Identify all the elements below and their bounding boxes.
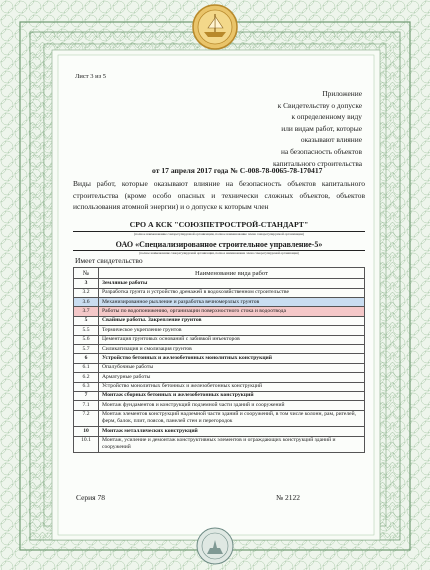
appendix-block	[222, 88, 362, 169]
row-name: Монтаж металлических конструкций	[99, 427, 365, 436]
row-num: 5.7	[74, 344, 99, 353]
table-row	[74, 363, 365, 372]
row-num: 7.2	[74, 410, 99, 427]
table-row	[74, 316, 365, 325]
sheet-label: Лист 3 из 5	[75, 73, 107, 80]
row-name: Цементация грунтовых оснований с забивкой инъекторов	[99, 335, 365, 344]
appendix-line: капитального строительства	[272, 158, 362, 168]
row-name: Работы по водопонижению, организации поверхностного стока и водоотвода	[99, 307, 365, 316]
ship-emblem-icon	[192, 4, 238, 50]
appendix-line: на безопасность объектов	[281, 146, 362, 156]
series-label: Серия 78	[76, 493, 106, 502]
row-num: 3.7	[74, 307, 99, 316]
table-row	[74, 307, 365, 316]
table-row	[74, 401, 365, 410]
table-row	[74, 436, 365, 453]
appendix-line: к Свидетельству о допуске	[277, 100, 362, 110]
row-name: Термическое укрепление грунтов	[99, 326, 365, 335]
table-row	[74, 382, 365, 391]
header-num: №	[74, 268, 99, 279]
row-num: 3.6	[74, 297, 99, 306]
table-row	[74, 410, 365, 427]
row-name: Монтаж, усиление и демонтаж конструктивных элементов и ограждающих конструкций зданий и сооружений	[99, 436, 365, 453]
row-name: Опалубочные работы	[99, 363, 365, 372]
organization-name: ОАО «Специализированное строительное управление-5»	[115, 240, 323, 249]
row-num: 3.2	[74, 288, 99, 297]
table-row	[74, 288, 365, 297]
has-certificate-label: Имеет свидетельство	[75, 256, 143, 265]
certificate-date-number: от 17 апреля 2017 года № С-008-78-0065-78-170417	[152, 166, 323, 175]
header-name: Наименование вида работ	[99, 268, 365, 279]
monument-seal-icon	[195, 526, 235, 566]
row-num: 6.2	[74, 373, 99, 382]
table-row	[74, 326, 365, 335]
row-num: 5.6	[74, 335, 99, 344]
table-row	[74, 373, 365, 382]
row-name: Монтаж фундаментов и конструкций подземной части зданий и сооружений	[99, 401, 365, 410]
appendix-line: к определенному виду	[291, 112, 362, 122]
intro-paragraph: Виды работ, которые оказывают влияние на безопасность объектов капитального строительства (кроме особо опасных и технически сложных объектов, объектов использования атомной энергии) и о допуске к которым член	[73, 179, 365, 211]
row-num: 7	[74, 391, 99, 400]
row-name: Арматурные работы	[99, 373, 365, 382]
row-name: Устройство бетонных и железобетонных монолитных конструкций	[99, 354, 365, 363]
table-row	[74, 354, 365, 363]
row-num: 6.3	[74, 382, 99, 391]
row-num: 10.1	[74, 436, 99, 453]
table-row	[74, 335, 365, 344]
row-num: 3	[74, 279, 99, 288]
row-name: Монтаж сборных бетонных и железобетонных конструкций	[99, 391, 365, 400]
row-name: Земляные работы	[99, 279, 365, 288]
row-num: 5.5	[74, 326, 99, 335]
row-name: Механизированное рыхление и разработка вечномерзлых грунтов	[99, 297, 365, 306]
appendix-line: оказывают влияние	[300, 135, 362, 145]
appendix-line: Приложение	[322, 89, 362, 98]
table-row	[74, 279, 365, 288]
sro-caption: (полное наименование саморегулируемой организации, полное наименование члена саморегулируемой организации)	[134, 232, 304, 236]
table-row	[74, 344, 365, 353]
row-name: Разработка грунта и устройство дренажей в водохозяйственном строительстве	[99, 288, 365, 297]
appendix-line: или видам работ, которые	[281, 123, 362, 133]
table-header-row	[74, 268, 365, 279]
works-table	[73, 267, 365, 453]
row-name: Устройство монолитных бетонных и железобетонных конструкций	[99, 382, 365, 391]
sro-name: СРО А КСК "СОЮЗПЕТРОСТРОЙ-СТАНДАРТ"	[129, 220, 309, 229]
form-number: № 2122	[276, 493, 301, 502]
row-num: 6.1	[74, 363, 99, 372]
table-row	[74, 427, 365, 436]
row-name: Силикатизация и смолизация грунтов	[99, 344, 365, 353]
row-num: 7.1	[74, 401, 99, 410]
row-num: 5	[74, 316, 99, 325]
row-num: 6	[74, 354, 99, 363]
row-name: Свайные работы. Закрепление грунтов	[99, 316, 365, 325]
row-num: 10	[74, 427, 99, 436]
table-row	[74, 391, 365, 400]
organization-caption: (полное наименование саморегулируемой организации, полное наименование члена саморегулируемой организации)	[139, 251, 299, 255]
table-row	[74, 297, 365, 306]
row-name: Монтаж элементов конструкций надземной части зданий и сооружений, в том числе колонн, рам, ригелей, ферм, балок, плит, поясов, панелей стен и перегородок	[99, 410, 365, 427]
